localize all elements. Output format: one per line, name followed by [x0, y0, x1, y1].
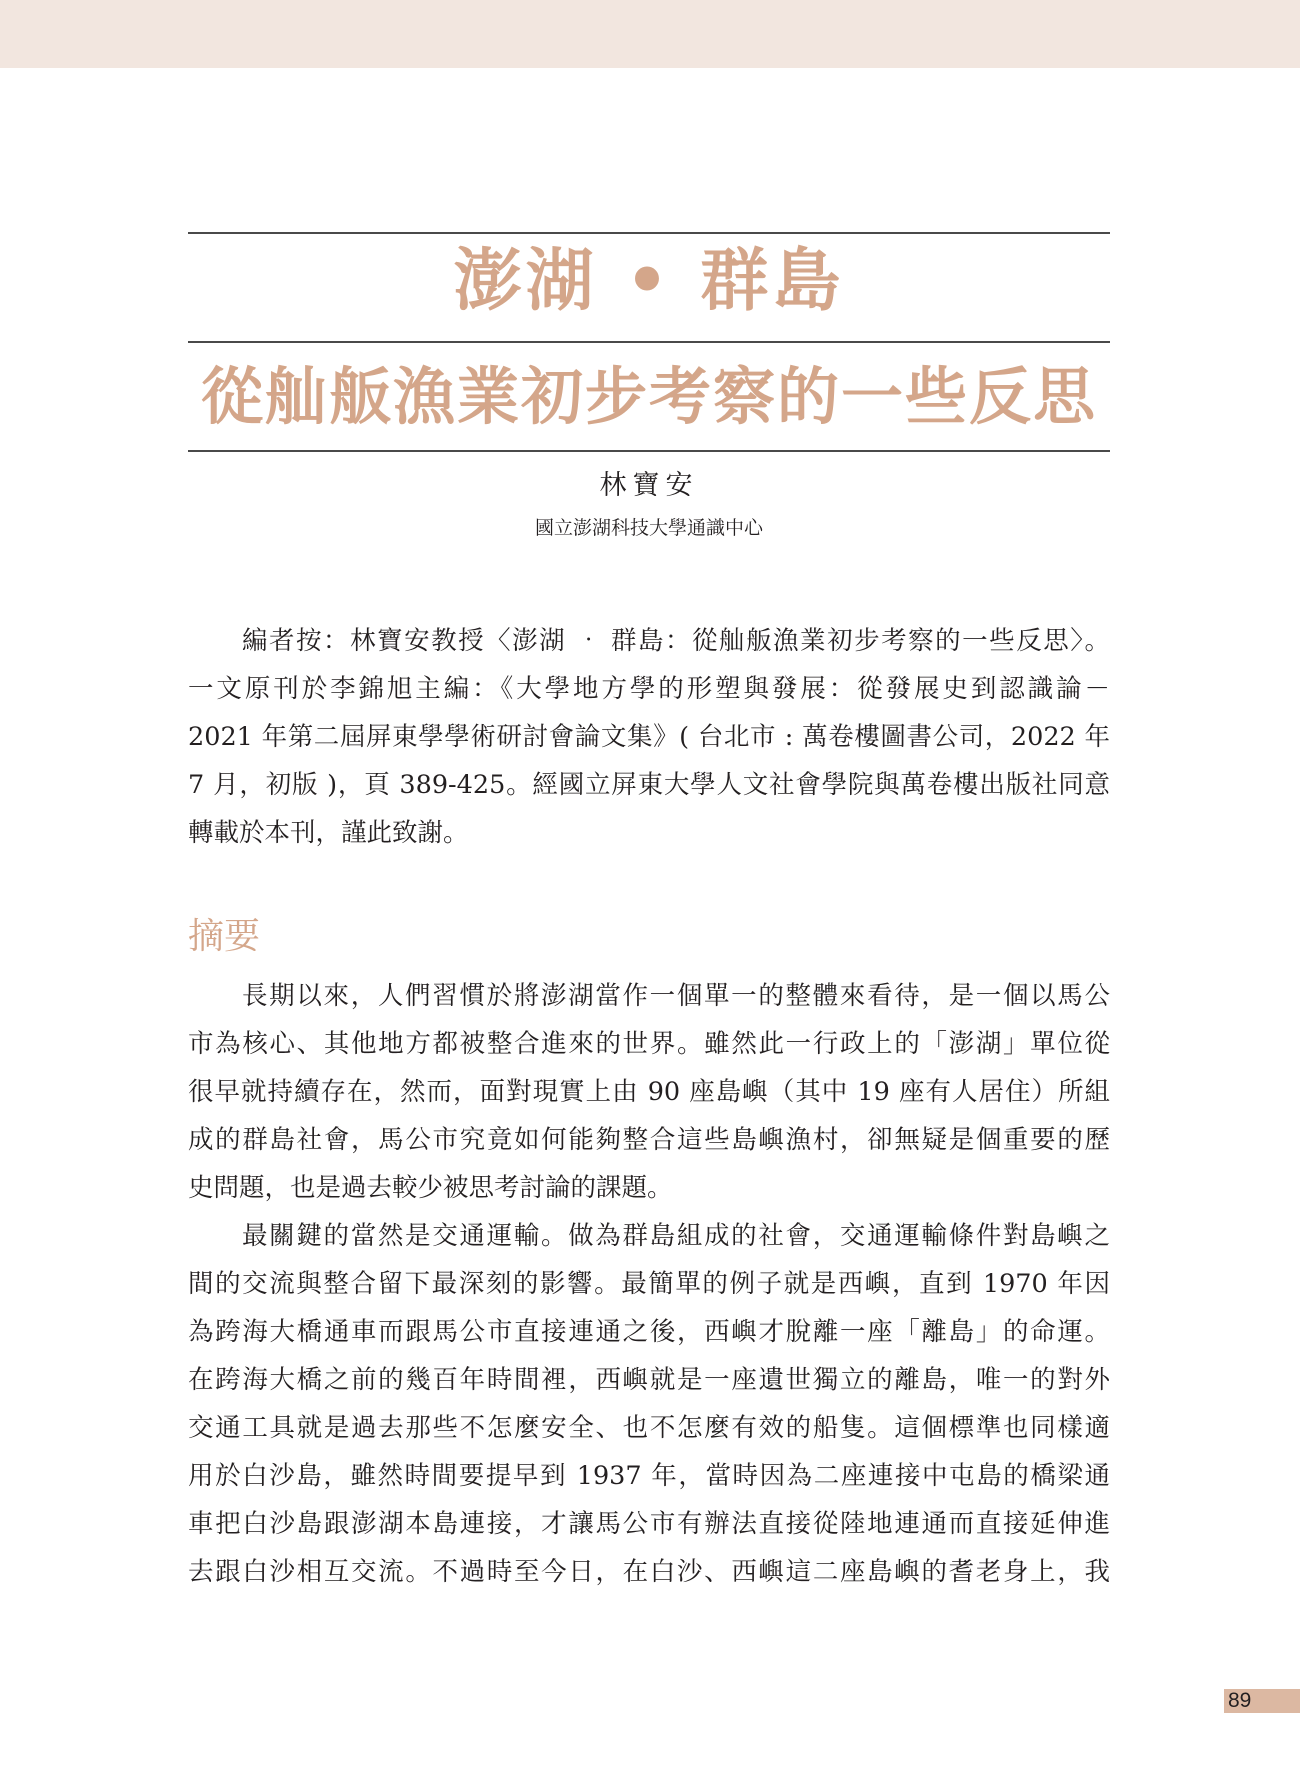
text-line: 編者按：林寶安教授〈澎湖 ‧ 群島：從舢舨漁業初步考察的一些反思〉。 [242, 626, 1110, 656]
text-line: 長期以來，人們習慣於將澎湖當作一個單一的整體來看待，是一個以馬公 [242, 981, 1110, 1011]
title-rule-bottom [188, 450, 1110, 452]
title-line-2: 從舢舨漁業初步考察的一些反思 [200, 360, 1097, 433]
text-line: 交通工具就是過去那些不怎麼安全、也不怎麼有效的船隻。這個標準也同樣適 [188, 1413, 1110, 1443]
title-rule-middle [188, 341, 1110, 343]
text-line: 市為核心、其他地方都被整合進來的世界。雖然此一行政上的「澎湖」單位從 [188, 1029, 1110, 1059]
abstract-paragraph-1 [188, 972, 1110, 1212]
text-line: 一文原刊於李錦旭主編：《大學地方學的形塑與發展：從發展史到認識論－ [188, 674, 1110, 704]
abstract-paragraph-2 [188, 1212, 1110, 1596]
text-line: 史問題，也是過去較少被思考討論的課題。 [188, 1173, 673, 1203]
text-line: 在跨海大橋之前的幾百年時間裡，西嶼就是一座遺世獨立的離島，唯一的對外 [188, 1365, 1110, 1395]
abstract-heading: 摘要 [188, 916, 261, 957]
author-name: 林寶安 [599, 470, 699, 501]
text-line: 最關鍵的當然是交通運輸。做為群島組成的社會，交通運輸條件對島嶼之 [242, 1221, 1110, 1251]
text-line: 為跨海大橋通車而跟馬公市直接連通之後，西嶼才脫離一座「離島」的命運。 [188, 1317, 1110, 1347]
text-line: 車把白沙島跟澎湖本島連接，才讓馬公市有辦法直接從陸地連通而直接延伸進 [188, 1509, 1110, 1539]
page-number-tab [1224, 1689, 1300, 1713]
text-line: 用於白沙島，雖然時間要提早到 1937 年，當時因為二座連接中屯島的橋梁通 [188, 1461, 1110, 1491]
text-line: 間的交流與整合留下最深刻的影響。最簡單的例子就是西嶼，直到 1970 年因 [188, 1269, 1110, 1299]
top-header-band [0, 0, 1300, 68]
author-affiliation: 國立澎湖科技大學通識中心 [534, 517, 763, 539]
text-line: 7 月，初版 )，頁 389-425。經國立屏東大學人文社會學院與萬卷樓出版社同意 [188, 770, 1110, 800]
text-line: 轉載於本刊，謹此致謝。 [188, 818, 469, 848]
editor-note [188, 617, 1110, 857]
text-line: 很早就持續存在，然而，面對現實上由 90 座島嶼（其中 19 座有人居住）所組 [188, 1077, 1110, 1107]
title-rule-top [188, 232, 1110, 234]
text-line: 成的群島社會，馬公市究竟如何能夠整合這些島嶼漁村，卻無疑是個重要的歷 [188, 1125, 1110, 1155]
page-number: 89 [1228, 1689, 1252, 1712]
title-line-1: 澎湖 • 群島 [453, 241, 845, 321]
text-line: 去跟白沙相互交流。不過時至今日，在白沙、西嶼這二座島嶼的耆老身上，我 [188, 1557, 1110, 1587]
text-line: 2021 年第二屆屏東學學術研討會論文集》( 台北市 : 萬卷樓圖書公司，2022 年 [188, 722, 1110, 752]
